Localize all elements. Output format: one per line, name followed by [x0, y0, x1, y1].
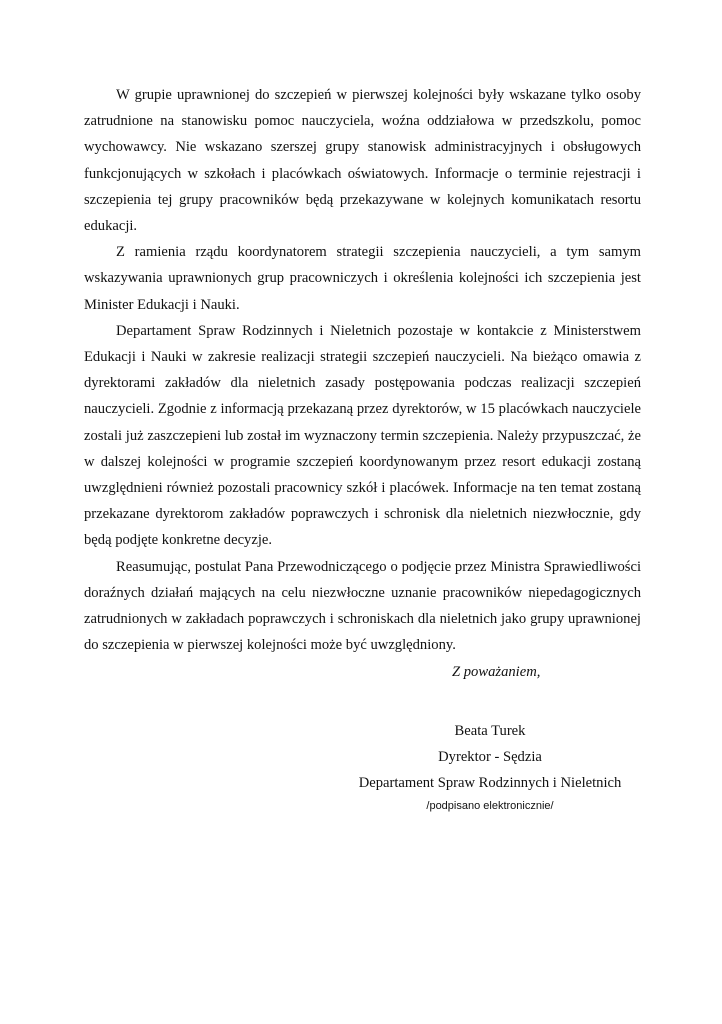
paragraph-department-contact: Departament Spraw Rodzinnych i Nieletnich pozostaje w kontakcie z Ministerstwem Edukacji i Nauki w zakresie realizacji strategii szczepień nauczycieli. Na bieżąco omawia z dyrektorami zakładów dla nieletnich zasady postępowania podczas realizacji szczepień nauczycieli. Zgodnie z informacją przekazaną przez dyrektorów, w 15 placówkach nauczyciele zostali już zaszczepieni lub został im wyznaczony termin szczepienia. Należy przypuszczać, że w dalszej kolejności w programie szczepień koordynowanym przez resort edukacji zostaną uwzględnieni również pozostali pracownicy szkół i placówek. Informacje na ten temat zostaną przekazane dyrektorom zakładów poprawczych i schronisk dla nieletnich niezwłocznie, gdy będą podjęte konkretne decyzje. — [84, 322, 641, 549]
electronic-signature-note: /podpisano elektronicznie/ — [426, 800, 554, 812]
closing-salutation: Z poważaniem, — [452, 664, 541, 680]
signatory-department: Departament Spraw Rodzinnych i Nieletnich — [358, 775, 622, 791]
signatory-position: Dyrektor - Sędzia — [438, 749, 542, 765]
paragraph-government-coordinator: Z ramienia rządu koordynatorem strategii szczepienia nauczycieli, a tym samym wskazywania uprawnionych grup pracowniczych i określenia kolejności ich szczepienia jest Minister Edukacji i Nauki. — [84, 244, 641, 313]
letter-body — [84, 82, 641, 658]
paragraph-conclusion: Reasumując, postulat Pana Przewodniczącego o podjęcie przez Ministra Sprawiedliwości doraźnych działań mających na celu niezwłoczne uznanie pracowników niepedagogicznych zatrudnionych w zakładach poprawczych i schroniskach dla nieletnich jako grupy uprawnionej do szczepienia w pierwszej kolejności może być uwzględniony. — [84, 558, 641, 654]
signature-block — [340, 718, 640, 816]
signatory-name: Beata Turek — [454, 723, 526, 739]
paragraph-eligible-groups: W grupie uprawnionej do szczepień w pierwszej kolejności były wskazane tylko osoby zatrudnione na stanowisku pomoc nauczyciela, woźna oddziałowa w przedszkolu, pomoc wychowawcy. Nie wskazano szerszej grupy stanowisk administracyjnych i obsługowych funkcjonujących w szkołach i placówkach oświatowych. Informacje o terminie rejestracji i szczepienia tej grupy pracowników będą przekazywane w kolejnych komunikatach resortu edukacji. — [84, 87, 641, 235]
